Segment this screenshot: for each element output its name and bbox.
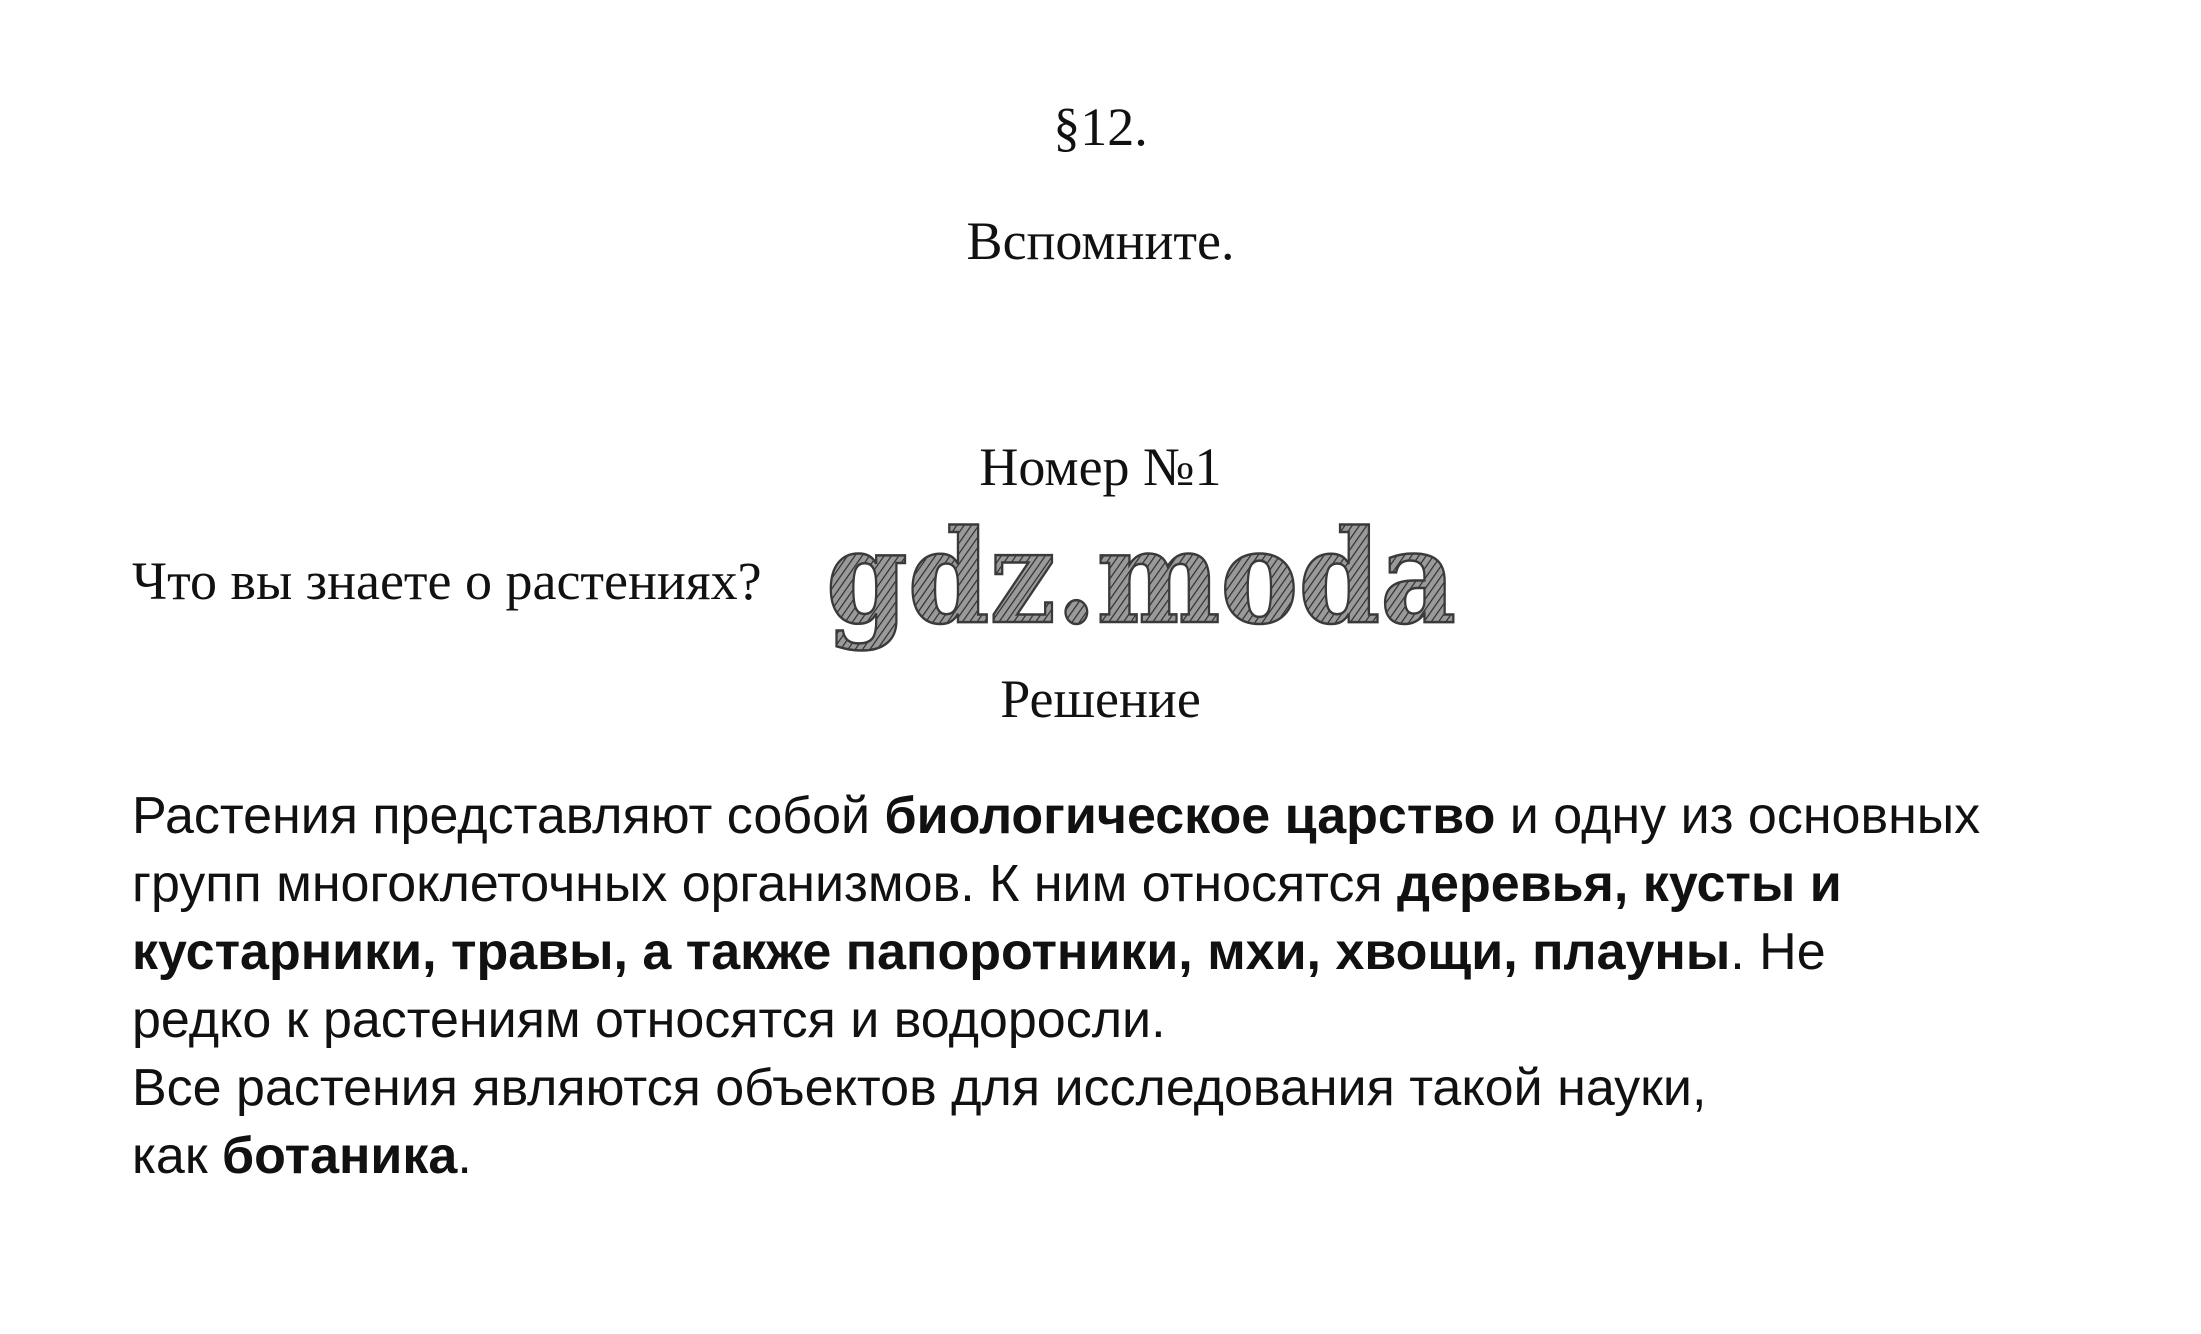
watermark-text: gdz.moda	[826, 518, 1456, 653]
recall-heading: Вспомните.	[966, 211, 1235, 271]
answer-line-1: Растения представляют собой биологическое царство и одну из основных	[132, 787, 1981, 845]
section-number: §12.	[1053, 97, 1148, 157]
answer-line-5: Все растения являются объектов для исследования такой науки,	[132, 1059, 1707, 1117]
answer-line-4: редко к растениям относятся и водоросли.	[132, 991, 1166, 1049]
question-text: Что вы знаете о растениях?	[132, 551, 762, 611]
answer-line-3: кустарники, травы, а также папоротники, мхи, хвощи, плауны. Не	[132, 923, 1826, 981]
task-number: Номер №1	[979, 437, 1222, 497]
solution-heading: Решение	[1000, 669, 1201, 729]
answer-line-6: как ботаника.	[132, 1127, 472, 1185]
answer-text	[132, 782, 2092, 1190]
answer-line-2: групп многоклеточных организмов. К ним относятся деревья, кусты и	[132, 855, 1842, 913]
watermark-logo	[822, 518, 1462, 658]
